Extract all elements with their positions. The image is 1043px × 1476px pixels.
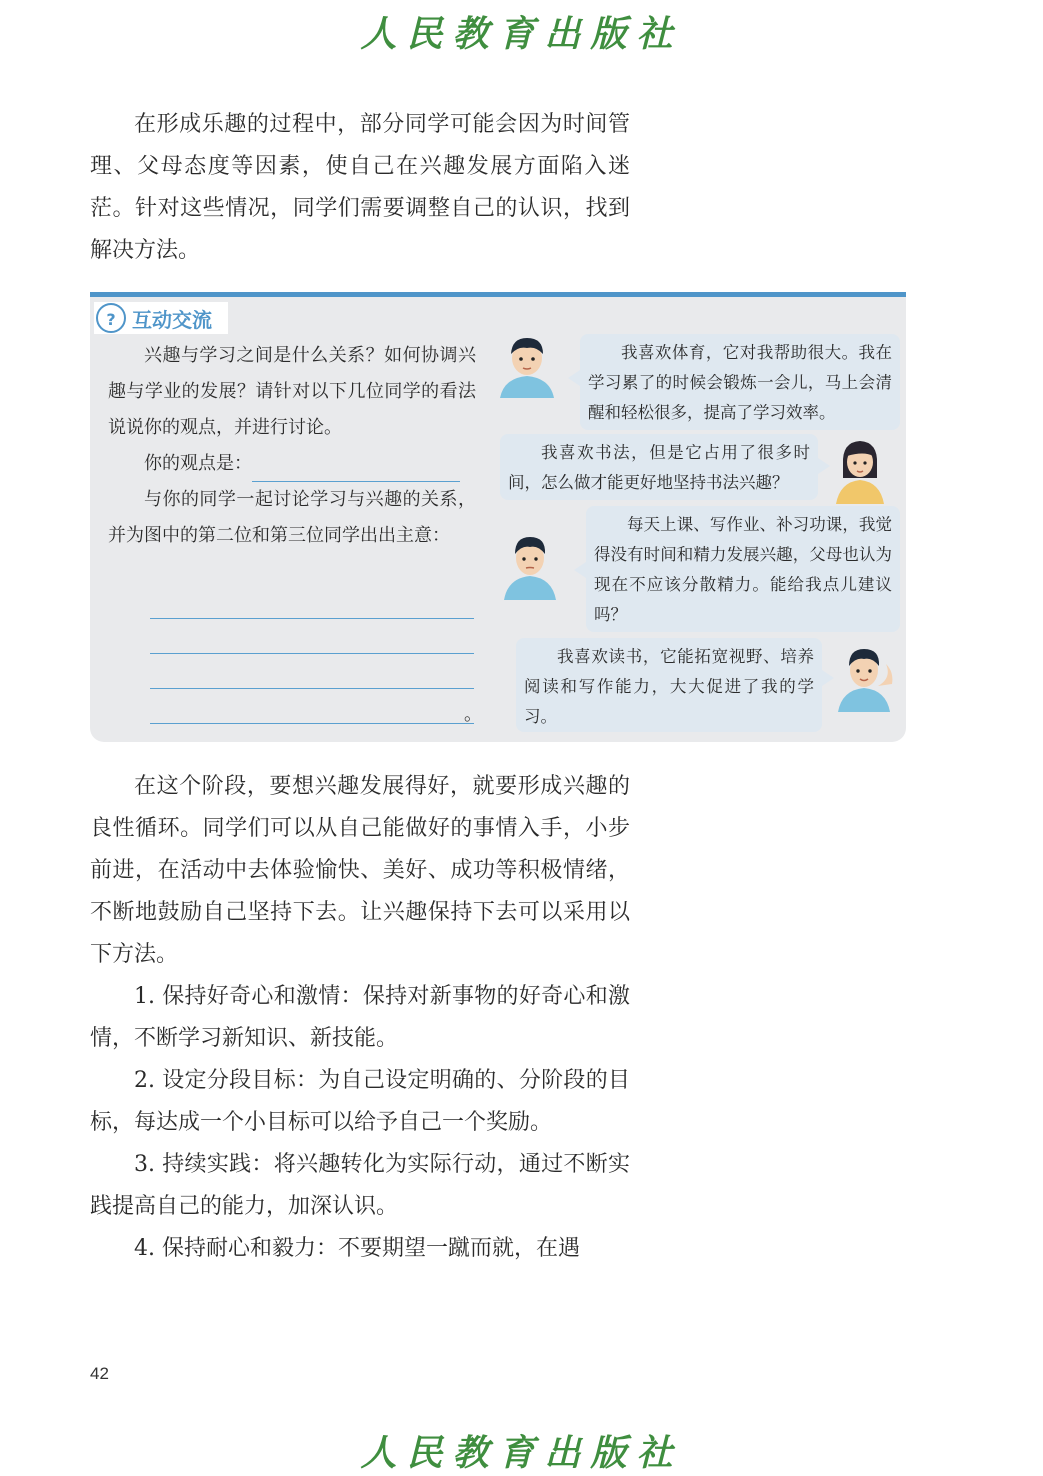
your-view-row [108, 446, 476, 482]
bubble-text-3: 每天上课、写作业、补习功课，我觉得没有时间和精力发展兴趣，父母也认为现在不应该分散精力。能给我点儿建议吗？ [594, 515, 892, 624]
page-number: 42 [90, 1364, 109, 1383]
method-item-1: 1. 保持好奇心和激情：保持对新事物的好奇心和激情，不断学习新知识、新技能。 [90, 984, 630, 1051]
bubble-tail-2 [818, 458, 830, 474]
answer-end-mark: 。 [464, 704, 482, 725]
method-item-3: 3. 持续实践：将兴趣转化为实际行动，通过不断实践提高自己的能力，加深认识。 [90, 1152, 630, 1219]
publisher-footer: 人民教育出版社 [360, 1432, 683, 1474]
student-boy-avatar-2 [500, 530, 560, 600]
publisher-header: 人民教育出版社 [360, 13, 683, 55]
your-view-label: 你的观点是： [144, 453, 252, 474]
activity-title: 互动交流 [132, 307, 212, 332]
bubble-text-2: 我喜欢书法，但是它占用了很多时间，怎么做才能更好地坚持书法兴趣？ [508, 443, 810, 492]
discuss-instruction: 与你的同学一起讨论学习与兴趣的关系，并为图中的第二位和第三位同学出出主意： [108, 489, 476, 546]
student-boy-avatar-1 [496, 332, 558, 398]
bubble-tail-1 [568, 370, 580, 386]
speech-bubble-1 [580, 334, 900, 430]
prompt-question: 兴趣与学习之间是什么关系？如何协调兴趣与学业的发展？请针对以下几位同学的看法说说你的观点，并进行讨论。 [108, 345, 476, 438]
bubble-tail-4 [822, 670, 834, 686]
intro-text [90, 104, 630, 272]
answer-line-4[interactable] [150, 723, 474, 724]
activity-prompt [108, 338, 476, 554]
method-item-2: 2. 设定分段目标：为自己设定明确的、分阶段的目标，每达成一个小目标可以给予自己一个奖励。 [90, 1068, 630, 1135]
bubble-text-4: 我喜欢读书，它能拓宽视野、培养阅读和写作能力，大大促进了我的学习。 [524, 647, 814, 726]
main-text [90, 766, 630, 1270]
speech-bubble-3 [586, 506, 900, 632]
answer-line-1[interactable] [150, 618, 474, 619]
panel-top-border [90, 292, 906, 297]
answer-line-2[interactable] [150, 653, 474, 654]
method-item-4: 4. 保持耐心和毅力：不要期望一蹴而就，在遇 [134, 1236, 580, 1261]
bubble-text-1: 我喜欢体育，它对我帮助很大。我在学习累了的时候会锻炼一会儿，马上会清醒和轻松很多，提高了学习效率。 [588, 343, 892, 422]
speech-bubble-2 [500, 434, 818, 500]
your-view-blank[interactable] [252, 459, 460, 482]
speech-bubble-4 [516, 638, 822, 732]
activity-tag [94, 302, 228, 334]
bubble-tail-3 [574, 562, 586, 578]
answer-line-3[interactable] [150, 688, 474, 689]
student-boy-avatar-3 [834, 642, 898, 712]
intro-paragraph: 在形成乐趣的过程中，部分同学可能会因为时间管理、父母态度等因素，使自己在兴趣发展方面陷入迷茫。针对这些情况，同学们需要调整自己的认识，找到解决方法。 [90, 112, 630, 263]
main-paragraph-1: 在这个阶段，要想兴趣发展得好，就要形成兴趣的良性循环。同学们可以从自己能做好的事情入手，小步前进，在活动中去体验愉快、美好、成功等积极情绪，不断地鼓励自己坚持下去。让兴趣保持下去可以采用以下方法。 [90, 774, 630, 967]
interactive-exchange-panel [90, 292, 906, 742]
chat-question-icon: ? [96, 303, 126, 333]
student-girl-avatar [832, 434, 888, 504]
